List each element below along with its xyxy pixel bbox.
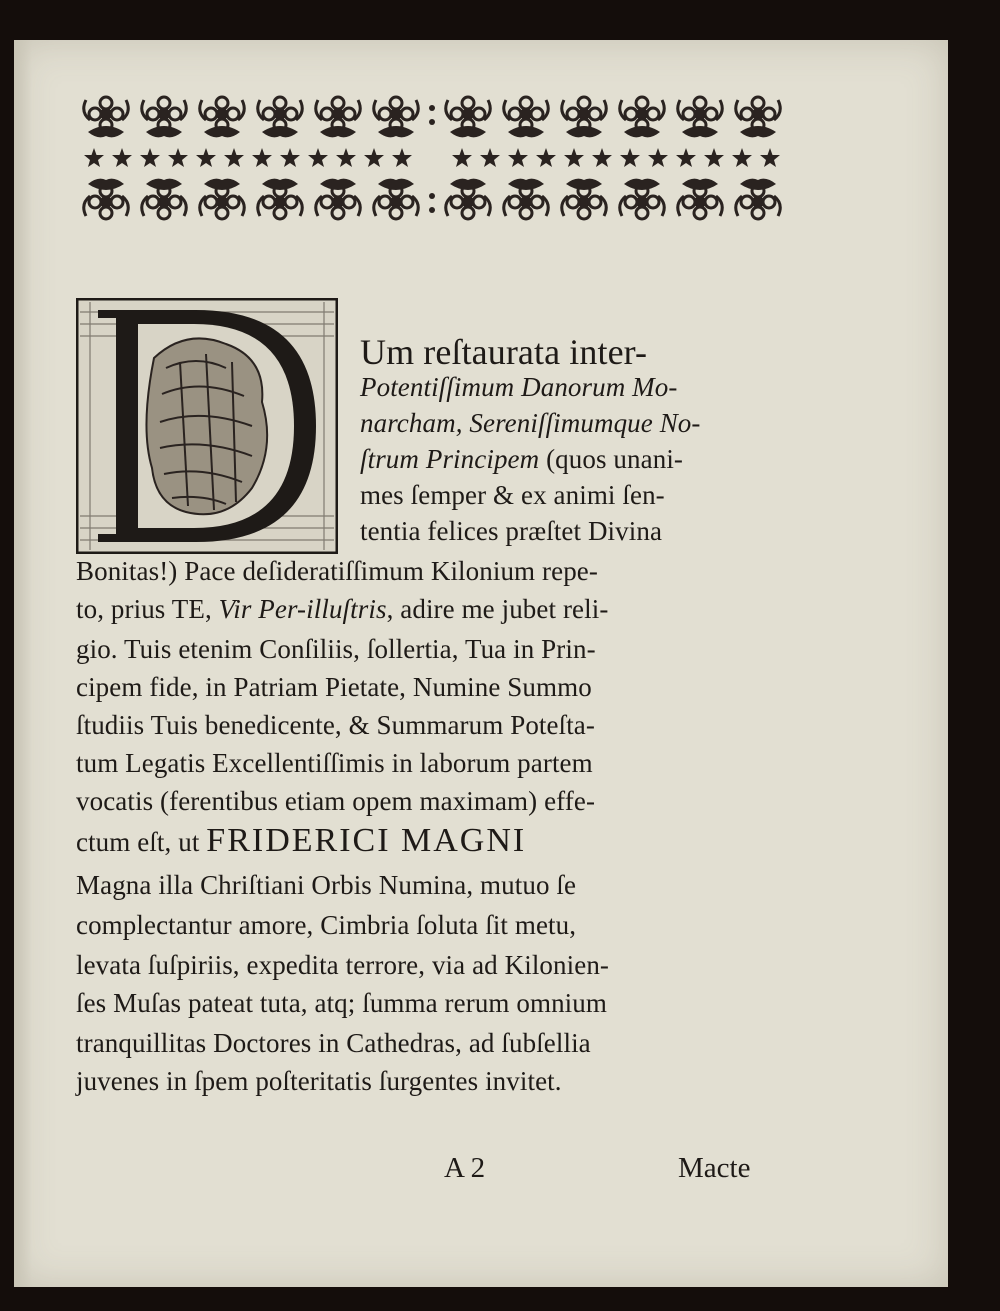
text-span: ctum eſt, ut [76,827,207,857]
text-line [76,1028,591,1058]
ornament-row-stars [84,148,780,167]
text-line [76,1066,562,1096]
text-span: cipem fide, in Patriam Pietate, Numine Summo [76,672,592,702]
text-span: narcham, Sereniſſimumque No- [360,408,701,438]
text-line [76,748,593,778]
page-edge-shadow [14,40,32,1287]
text-span: ſes Muſas pateat tuta, atq; ſumma rerum omnium [76,988,607,1018]
text-line [76,950,609,980]
text-line [360,372,677,402]
text-line [76,988,607,1018]
text-line [360,408,701,438]
book-page [14,40,948,1287]
text-span: ſtrum Principem [360,444,540,474]
text-line [76,786,595,816]
floral-headpiece-ornament [80,78,784,236]
text-span: Vir Per-illuſtris [218,594,387,624]
text-span: levata ſuſpiriis, expedita terrore, via ad Kilonien- [76,950,610,980]
text-line [76,870,576,900]
ornament-row-bottom [84,179,781,219]
decorated-initial-d [76,298,338,554]
text-span: Magna illa Chriſtiani Orbis Numina, mutuo ſe [76,870,577,900]
text-span: tentia felices præſtet Divina [360,516,663,546]
ornament-row-top [84,97,781,137]
text-span: vocatis (ferentibus etiam opem maximam) effe- [76,786,596,816]
text-line [76,910,576,940]
text-span: to, prius TE, [76,594,219,624]
text-span: tranquillitas Doctores in Cathedras, ad ſubſellia [76,1028,591,1058]
catchword: Macte [678,1152,751,1184]
text-line [76,594,608,624]
text-span: Bonitas!) Pace deſideratiſſimum Kilonium repe- [76,556,598,586]
text-line [360,480,665,510]
text-span: gio. Tuis etenim Conſiliis, ſollertia, Tua in Prin- [76,634,596,664]
text-span: ſtudiis Tuis benedicente, & Summarum Poteſta- [76,710,595,740]
text-span: tum Legatis Excellentiſſimis in laborum partem [76,748,593,778]
text-span: juvenes in ſpem poſteritatis ſurgentes invitet. [76,1066,562,1096]
text-span: Um reſtaurata inter- [360,332,648,372]
text-line [76,710,595,740]
text-span: Potentiſſimum Danorum Mo- [360,372,678,402]
text-line [360,516,662,546]
text-span: (quos unani- [539,444,684,474]
text-line [360,444,683,474]
text-span: mes ſemper & ex animi ſen- [360,480,665,510]
text-line [76,822,527,859]
signature-mark: A 2 [444,1152,486,1184]
text-span: , adire me jubet reli- [386,594,609,624]
text-line [76,672,592,702]
text-line [76,634,596,664]
text-span: FRIDERICI MAGNI [206,822,527,859]
text-line [76,556,598,586]
text-line [360,332,647,372]
text-span: complectantur amore, Cimbria ſoluta ſit metu, [76,910,577,940]
